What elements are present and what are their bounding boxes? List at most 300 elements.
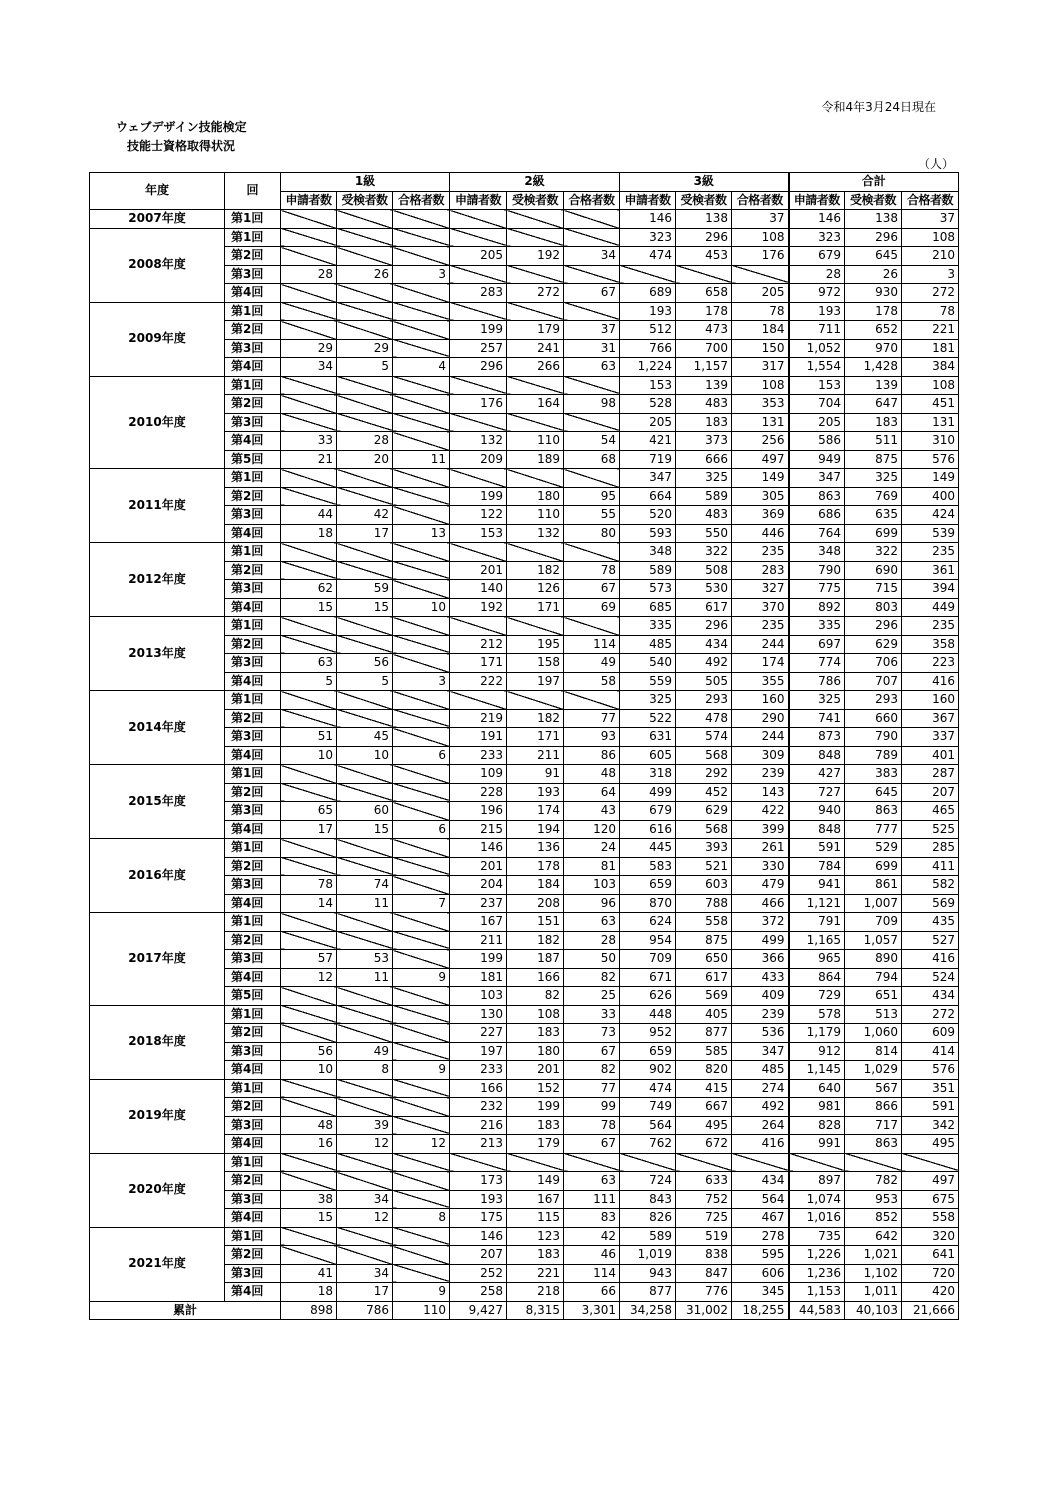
value-cell: 699 bbox=[845, 857, 902, 876]
value-cell: 559 bbox=[620, 672, 676, 691]
value-cell: 370 bbox=[732, 598, 789, 617]
value-cell: 558 bbox=[676, 913, 732, 932]
table-row bbox=[90, 302, 959, 321]
value-cell: 786 bbox=[789, 672, 845, 691]
value-cell: 864 bbox=[789, 968, 845, 987]
value-cell: 218 bbox=[507, 1283, 564, 1302]
value-cell: 204 bbox=[450, 876, 507, 895]
not-applicable-cell bbox=[281, 1246, 337, 1265]
value-cell: 41 bbox=[281, 1264, 337, 1283]
value-cell: 629 bbox=[845, 635, 902, 654]
value-cell: 519 bbox=[676, 1227, 732, 1246]
value-cell: 26 bbox=[845, 265, 902, 284]
value-cell: 178 bbox=[676, 302, 732, 321]
not-applicable-cell bbox=[337, 1079, 393, 1098]
round-cell: 第3回 bbox=[225, 413, 281, 432]
value-cell: 103 bbox=[564, 876, 620, 895]
value-cell: 17 bbox=[281, 820, 337, 839]
not-applicable-cell bbox=[507, 265, 564, 284]
value-cell: 50 bbox=[564, 950, 620, 969]
value-cell: 777 bbox=[845, 820, 902, 839]
value-cell: 652 bbox=[845, 321, 902, 340]
value-cell: 635 bbox=[845, 506, 902, 525]
value-cell: 1,021 bbox=[845, 1246, 902, 1265]
round-cell: 第3回 bbox=[225, 1264, 281, 1283]
not-applicable-cell bbox=[337, 376, 393, 395]
value-cell: 415 bbox=[676, 1079, 732, 1098]
not-applicable-cell bbox=[337, 302, 393, 321]
value-cell: 108 bbox=[902, 228, 959, 247]
not-applicable-cell bbox=[281, 857, 337, 876]
value-cell: 1,145 bbox=[789, 1061, 845, 1080]
value-cell: 194 bbox=[507, 820, 564, 839]
value-cell: 179 bbox=[507, 321, 564, 340]
not-applicable-cell bbox=[393, 580, 450, 599]
value-cell: 183 bbox=[845, 413, 902, 432]
not-applicable-cell bbox=[450, 543, 507, 562]
value-cell: 212 bbox=[450, 635, 507, 654]
total-value-cell: 110 bbox=[393, 1301, 450, 1320]
value-cell: 645 bbox=[845, 247, 902, 266]
value-cell: 221 bbox=[902, 321, 959, 340]
value-cell: 15 bbox=[281, 598, 337, 617]
value-cell: 160 bbox=[902, 691, 959, 710]
value-cell: 272 bbox=[902, 1005, 959, 1024]
value-cell: 585 bbox=[676, 1042, 732, 1061]
value-cell: 4 bbox=[393, 358, 450, 377]
value-cell: 422 bbox=[732, 802, 789, 821]
value-cell: 18 bbox=[281, 524, 337, 543]
not-applicable-cell bbox=[337, 857, 393, 876]
not-applicable-cell bbox=[337, 321, 393, 340]
value-cell: 235 bbox=[902, 543, 959, 562]
value-cell: 642 bbox=[845, 1227, 902, 1246]
value-cell: 659 bbox=[620, 1042, 676, 1061]
value-cell: 146 bbox=[620, 210, 676, 229]
table-row bbox=[90, 1079, 959, 1098]
not-applicable-cell bbox=[620, 265, 676, 284]
value-cell: 211 bbox=[450, 931, 507, 950]
value-cell: 171 bbox=[507, 598, 564, 617]
value-cell: 784 bbox=[789, 857, 845, 876]
not-applicable-cell bbox=[281, 1153, 337, 1172]
not-applicable-cell bbox=[393, 1024, 450, 1043]
value-cell: 183 bbox=[676, 413, 732, 432]
value-cell: 317 bbox=[732, 358, 789, 377]
value-cell: 640 bbox=[789, 1079, 845, 1098]
value-cell: 717 bbox=[845, 1116, 902, 1135]
value-cell: 78 bbox=[732, 302, 789, 321]
value-cell: 972 bbox=[789, 284, 845, 303]
not-applicable-cell bbox=[281, 302, 337, 321]
value-cell: 21 bbox=[281, 450, 337, 469]
value-cell: 158 bbox=[507, 654, 564, 673]
value-cell: 207 bbox=[902, 783, 959, 802]
value-cell: 153 bbox=[450, 524, 507, 543]
value-cell: 704 bbox=[789, 395, 845, 414]
subheader-cell: 合格者数 bbox=[902, 191, 959, 210]
not-applicable-cell bbox=[564, 691, 620, 710]
round-cell: 第4回 bbox=[225, 432, 281, 451]
total-value-cell: 9,427 bbox=[450, 1301, 507, 1320]
round-cell: 第1回 bbox=[225, 376, 281, 395]
value-cell: 219 bbox=[450, 709, 507, 728]
value-cell: 139 bbox=[845, 376, 902, 395]
value-cell: 48 bbox=[564, 765, 620, 784]
not-applicable-cell bbox=[564, 617, 620, 636]
value-cell: 631 bbox=[620, 728, 676, 747]
value-cell: 952 bbox=[620, 1024, 676, 1043]
value-cell: 1,016 bbox=[789, 1209, 845, 1228]
not-applicable-cell bbox=[393, 931, 450, 950]
value-cell: 890 bbox=[845, 950, 902, 969]
round-cell: 第3回 bbox=[225, 802, 281, 821]
value-cell: 453 bbox=[676, 247, 732, 266]
value-cell: 427 bbox=[789, 765, 845, 784]
not-applicable-cell bbox=[393, 321, 450, 340]
not-applicable-cell bbox=[281, 228, 337, 247]
value-cell: 658 bbox=[676, 284, 732, 303]
value-cell: 108 bbox=[732, 376, 789, 395]
value-cell: 227 bbox=[450, 1024, 507, 1043]
value-cell: 199 bbox=[507, 1098, 564, 1117]
value-cell: 120 bbox=[564, 820, 620, 839]
value-cell: 700 bbox=[676, 339, 732, 358]
not-applicable-cell bbox=[507, 543, 564, 562]
not-applicable-cell bbox=[337, 561, 393, 580]
not-applicable-cell bbox=[450, 691, 507, 710]
subheader-cell: 受検者数 bbox=[845, 191, 902, 210]
value-cell: 42 bbox=[564, 1227, 620, 1246]
value-cell: 296 bbox=[450, 358, 507, 377]
not-applicable-cell bbox=[281, 210, 337, 229]
value-cell: 953 bbox=[845, 1190, 902, 1209]
value-cell: 62 bbox=[281, 580, 337, 599]
value-cell: 550 bbox=[676, 524, 732, 543]
not-applicable-cell bbox=[450, 617, 507, 636]
value-cell: 449 bbox=[902, 598, 959, 617]
value-cell: 325 bbox=[845, 469, 902, 488]
value-cell: 492 bbox=[732, 1098, 789, 1117]
value-cell: 5 bbox=[337, 358, 393, 377]
value-cell: 296 bbox=[845, 228, 902, 247]
table-row bbox=[90, 765, 959, 784]
not-applicable-cell bbox=[507, 376, 564, 395]
value-cell: 310 bbox=[902, 432, 959, 451]
value-cell: 67 bbox=[564, 1042, 620, 1061]
value-cell: 183 bbox=[507, 1116, 564, 1135]
value-cell: 257 bbox=[450, 339, 507, 358]
value-cell: 216 bbox=[450, 1116, 507, 1135]
round-cell: 第4回 bbox=[225, 284, 281, 303]
round-cell: 第1回 bbox=[225, 1005, 281, 1024]
value-cell: 1,157 bbox=[676, 358, 732, 377]
not-applicable-cell bbox=[281, 931, 337, 950]
value-cell: 93 bbox=[564, 728, 620, 747]
value-cell: 686 bbox=[789, 506, 845, 525]
value-cell: 335 bbox=[789, 617, 845, 636]
value-cell: 213 bbox=[450, 1135, 507, 1154]
not-applicable-cell bbox=[450, 265, 507, 284]
not-applicable-cell bbox=[393, 395, 450, 414]
not-applicable-cell bbox=[620, 1153, 676, 1172]
not-applicable-cell bbox=[337, 1172, 393, 1191]
total-value-cell: 8,315 bbox=[507, 1301, 564, 1320]
value-cell: 411 bbox=[902, 857, 959, 876]
value-cell: 95 bbox=[564, 487, 620, 506]
document-title: ウェブデザイン技能検定 bbox=[116, 120, 247, 134]
not-applicable-cell bbox=[337, 913, 393, 932]
value-cell: 351 bbox=[902, 1079, 959, 1098]
value-cell: 138 bbox=[676, 210, 732, 229]
value-cell: 446 bbox=[732, 524, 789, 543]
value-cell: 991 bbox=[789, 1135, 845, 1154]
value-cell: 727 bbox=[789, 783, 845, 802]
value-cell: 9 bbox=[393, 1061, 450, 1080]
value-cell: 1,074 bbox=[789, 1190, 845, 1209]
value-cell: 153 bbox=[789, 376, 845, 395]
value-cell: 1,102 bbox=[845, 1264, 902, 1283]
value-cell: 192 bbox=[507, 247, 564, 266]
not-applicable-cell bbox=[337, 1153, 393, 1172]
value-cell: 182 bbox=[507, 931, 564, 950]
value-cell: 930 bbox=[845, 284, 902, 303]
not-applicable-cell bbox=[393, 302, 450, 321]
round-cell: 第1回 bbox=[225, 210, 281, 229]
value-cell: 863 bbox=[845, 802, 902, 821]
value-cell: 342 bbox=[902, 1116, 959, 1135]
value-cell: 10 bbox=[281, 1061, 337, 1080]
round-cell: 第1回 bbox=[225, 228, 281, 247]
value-cell: 10 bbox=[281, 746, 337, 765]
value-cell: 9 bbox=[393, 1283, 450, 1302]
value-cell: 424 bbox=[902, 506, 959, 525]
value-cell: 647 bbox=[845, 395, 902, 414]
value-cell: 197 bbox=[507, 672, 564, 691]
value-cell: 624 bbox=[620, 913, 676, 932]
value-cell: 478 bbox=[676, 709, 732, 728]
value-cell: 675 bbox=[902, 1190, 959, 1209]
not-applicable-cell bbox=[337, 839, 393, 858]
value-cell: 123 bbox=[507, 1227, 564, 1246]
value-cell: 576 bbox=[902, 1061, 959, 1080]
not-applicable-cell bbox=[902, 1153, 959, 1172]
value-cell: 892 bbox=[789, 598, 845, 617]
value-cell: 586 bbox=[789, 432, 845, 451]
value-cell: 866 bbox=[845, 1098, 902, 1117]
value-cell: 495 bbox=[676, 1116, 732, 1135]
value-cell: 8 bbox=[337, 1061, 393, 1080]
value-cell: 1,179 bbox=[789, 1024, 845, 1043]
value-cell: 752 bbox=[676, 1190, 732, 1209]
not-applicable-cell bbox=[393, 210, 450, 229]
not-applicable-cell bbox=[281, 561, 337, 580]
table-row bbox=[90, 543, 959, 562]
round-cell: 第2回 bbox=[225, 561, 281, 580]
not-applicable-cell bbox=[393, 1264, 450, 1283]
value-cell: 766 bbox=[620, 339, 676, 358]
not-applicable-cell bbox=[393, 284, 450, 303]
value-cell: 11 bbox=[337, 968, 393, 987]
value-cell: 564 bbox=[732, 1190, 789, 1209]
subheader-cell: 合格者数 bbox=[732, 191, 789, 210]
value-cell: 641 bbox=[902, 1246, 959, 1265]
value-cell: 699 bbox=[845, 524, 902, 543]
value-cell: 474 bbox=[620, 247, 676, 266]
value-cell: 292 bbox=[676, 765, 732, 784]
value-cell: 12 bbox=[337, 1209, 393, 1228]
year-cell: 2019年度 bbox=[90, 1079, 225, 1153]
value-cell: 467 bbox=[732, 1209, 789, 1228]
value-cell: 729 bbox=[789, 987, 845, 1006]
total-value-cell: 44,583 bbox=[789, 1301, 845, 1320]
table-row bbox=[90, 839, 959, 858]
subheader-cell: 合格者数 bbox=[564, 191, 620, 210]
year-cell: 2008年度 bbox=[90, 228, 225, 302]
subheader-cell: 申請者数 bbox=[789, 191, 845, 210]
value-cell: 174 bbox=[732, 654, 789, 673]
value-cell: 536 bbox=[732, 1024, 789, 1043]
value-cell: 320 bbox=[902, 1227, 959, 1246]
table-row bbox=[90, 691, 959, 710]
header-grade-1: 1級 bbox=[281, 173, 450, 192]
value-cell: 175 bbox=[450, 1209, 507, 1228]
value-cell: 564 bbox=[620, 1116, 676, 1135]
not-applicable-cell bbox=[450, 228, 507, 247]
value-cell: 232 bbox=[450, 1098, 507, 1117]
value-cell: 582 bbox=[902, 876, 959, 895]
value-cell: 483 bbox=[676, 395, 732, 414]
value-cell: 77 bbox=[564, 1079, 620, 1098]
value-cell: 511 bbox=[845, 432, 902, 451]
round-cell: 第1回 bbox=[225, 1153, 281, 1172]
value-cell: 322 bbox=[676, 543, 732, 562]
value-cell: 261 bbox=[732, 839, 789, 858]
value-cell: 56 bbox=[337, 654, 393, 673]
not-applicable-cell bbox=[789, 1153, 845, 1172]
value-cell: 178 bbox=[507, 857, 564, 876]
total-label: 累計 bbox=[90, 1301, 281, 1320]
value-cell: 11 bbox=[393, 450, 450, 469]
value-cell: 187 bbox=[507, 950, 564, 969]
value-cell: 838 bbox=[676, 1246, 732, 1265]
not-applicable-cell bbox=[393, 543, 450, 562]
value-cell: 166 bbox=[450, 1079, 507, 1098]
value-cell: 305 bbox=[732, 487, 789, 506]
value-cell: 323 bbox=[789, 228, 845, 247]
value-cell: 861 bbox=[845, 876, 902, 895]
round-cell: 第2回 bbox=[225, 321, 281, 340]
value-cell: 719 bbox=[620, 450, 676, 469]
year-cell: 2007年度 bbox=[90, 210, 225, 229]
value-cell: 193 bbox=[789, 302, 845, 321]
value-cell: 37 bbox=[732, 210, 789, 229]
not-applicable-cell bbox=[281, 709, 337, 728]
round-cell: 第3回 bbox=[225, 265, 281, 284]
value-cell: 609 bbox=[902, 1024, 959, 1043]
value-cell: 196 bbox=[450, 802, 507, 821]
value-cell: 132 bbox=[450, 432, 507, 451]
value-cell: 179 bbox=[507, 1135, 564, 1154]
not-applicable-cell bbox=[393, 913, 450, 932]
value-cell: 335 bbox=[620, 617, 676, 636]
value-cell: 499 bbox=[620, 783, 676, 802]
value-cell: 139 bbox=[676, 376, 732, 395]
value-cell: 492 bbox=[676, 654, 732, 673]
round-cell: 第1回 bbox=[225, 543, 281, 562]
value-cell: 193 bbox=[507, 783, 564, 802]
round-cell: 第2回 bbox=[225, 1024, 281, 1043]
value-cell: 233 bbox=[450, 1061, 507, 1080]
not-applicable-cell bbox=[281, 1227, 337, 1246]
unit-label: （人） bbox=[918, 157, 955, 171]
total-value-cell: 31,002 bbox=[676, 1301, 732, 1320]
value-cell: 126 bbox=[507, 580, 564, 599]
value-cell: 318 bbox=[620, 765, 676, 784]
value-cell: 278 bbox=[732, 1227, 789, 1246]
year-cell: 2011年度 bbox=[90, 469, 225, 543]
value-cell: 18 bbox=[281, 1283, 337, 1302]
value-cell: 138 bbox=[845, 210, 902, 229]
value-cell: 943 bbox=[620, 1264, 676, 1283]
not-applicable-cell bbox=[281, 1098, 337, 1117]
round-cell: 第5回 bbox=[225, 450, 281, 469]
not-applicable-cell bbox=[564, 413, 620, 432]
value-cell: 136 bbox=[507, 839, 564, 858]
value-cell: 17 bbox=[337, 524, 393, 543]
round-cell: 第4回 bbox=[225, 1135, 281, 1154]
not-applicable-cell bbox=[564, 302, 620, 321]
value-cell: 421 bbox=[620, 432, 676, 451]
value-cell: 176 bbox=[450, 395, 507, 414]
total-value-cell: 40,103 bbox=[845, 1301, 902, 1320]
not-applicable-cell bbox=[281, 839, 337, 858]
value-cell: 479 bbox=[732, 876, 789, 895]
value-cell: 63 bbox=[564, 913, 620, 932]
subheader-cell: 受検者数 bbox=[676, 191, 732, 210]
value-cell: 11 bbox=[337, 894, 393, 913]
value-cell: 591 bbox=[789, 839, 845, 858]
value-cell: 82 bbox=[564, 1061, 620, 1080]
value-cell: 1,057 bbox=[845, 931, 902, 950]
value-cell: 205 bbox=[732, 284, 789, 303]
value-cell: 330 bbox=[732, 857, 789, 876]
value-cell: 29 bbox=[337, 339, 393, 358]
value-cell: 345 bbox=[732, 1283, 789, 1302]
not-applicable-cell bbox=[393, 950, 450, 969]
value-cell: 293 bbox=[845, 691, 902, 710]
value-cell: 131 bbox=[732, 413, 789, 432]
value-cell: 108 bbox=[902, 376, 959, 395]
value-cell: 264 bbox=[732, 1116, 789, 1135]
value-cell: 160 bbox=[732, 691, 789, 710]
as-of-date: 令和4年3月24日現在 bbox=[821, 100, 936, 114]
value-cell: 192 bbox=[450, 598, 507, 617]
not-applicable-cell bbox=[564, 469, 620, 488]
value-cell: 45 bbox=[337, 728, 393, 747]
value-cell: 709 bbox=[845, 913, 902, 932]
value-cell: 870 bbox=[620, 894, 676, 913]
not-applicable-cell bbox=[393, 1190, 450, 1209]
not-applicable-cell bbox=[393, 1098, 450, 1117]
subheader-cell: 申請者数 bbox=[620, 191, 676, 210]
value-cell: 184 bbox=[732, 321, 789, 340]
round-cell: 第2回 bbox=[225, 635, 281, 654]
value-cell: 66 bbox=[564, 1283, 620, 1302]
not-applicable-cell bbox=[281, 635, 337, 654]
value-cell: 847 bbox=[676, 1264, 732, 1283]
round-cell: 第4回 bbox=[225, 746, 281, 765]
